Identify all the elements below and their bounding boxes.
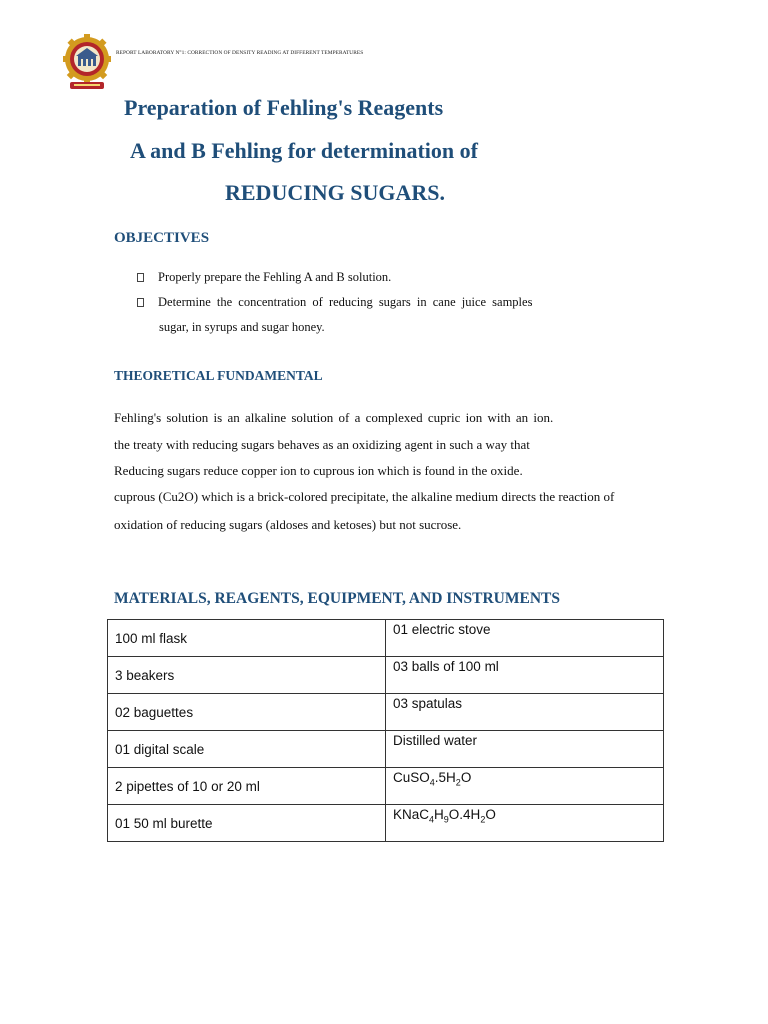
- table-cell: 03 spatulas: [386, 694, 664, 731]
- page-title-line-3: REDUCING SUGARS.: [225, 180, 446, 205]
- theory-line: Fehling's solution is an alkaline solution of a complexed cupric ion with an ion.: [114, 410, 554, 425]
- table-row: [108, 731, 664, 768]
- table-row: [108, 620, 664, 657]
- running-header: REPORT LABORATORY N°1: CORRECTION OF DENSITY READING AT DIFFERENT TEMPERATURES: [116, 50, 364, 56]
- table-cell-formula: $CuSO_4.5H_2O$: [386, 768, 664, 805]
- theory-line: oxidation of reducing sugars (aldoses and ketoses) but not sucrose.: [114, 517, 462, 532]
- table-row: [108, 657, 664, 694]
- table-cell: 01 digital scale: [108, 731, 386, 768]
- objective-item: [137, 295, 532, 310]
- table-row: [108, 805, 664, 842]
- table-cell: Distilled water: [386, 731, 664, 768]
- bullet-box-icon: [137, 298, 144, 307]
- objective-text: Determine the concentration of reducing sugars in cane juice samples: [158, 295, 533, 309]
- objectives-heading: OBJECTIVES: [114, 230, 210, 246]
- bullet-box-icon: [137, 273, 144, 282]
- table-cell: 2 pipettes of 10 or 20 ml: [108, 768, 386, 805]
- materials-table: [107, 619, 664, 842]
- page-title-line-2: A and B Fehling for determination of: [130, 138, 478, 163]
- theory-line: Reducing sugars reduce copper ion to cuprous ion which is found in the oxide.: [114, 463, 523, 478]
- table-row: [108, 694, 664, 731]
- table-cell: 01 electric stove: [386, 620, 664, 657]
- table-cell: 02 baguettes: [108, 694, 386, 731]
- table-cell: 3 beakers: [108, 657, 386, 694]
- materials-heading: MATERIALS, REAGENTS, EQUIPMENT, AND INSTRUMENTS: [114, 590, 560, 607]
- table-cell: 01 50 ml burette: [108, 805, 386, 842]
- university-seal-logo: [62, 32, 112, 92]
- objective-text-continuation: sugar, in syrups and sugar honey.: [159, 320, 325, 334]
- table-cell: 100 ml flask: [108, 620, 386, 657]
- objective-text: Properly prepare the Fehling A and B solution.: [158, 270, 392, 284]
- table-cell-formula: $KNaC_4H_9O.4H_2O$: [386, 805, 664, 842]
- theory-heading: THEORETICAL FUNDAMENTAL: [114, 368, 323, 383]
- theory-line: the treaty with reducing sugars behaves as an oxidizing agent in such a way that: [114, 437, 530, 452]
- objective-item: [137, 270, 391, 285]
- theory-line: cuprous (Cu2O) which is a brick-colored precipitate, the alkaline medium directs the reaction of: [114, 489, 615, 504]
- table-cell: 03 balls of 100 ml: [386, 657, 664, 694]
- page-title-line-1: Preparation of Fehling's Reagents: [124, 95, 444, 120]
- table-row: [108, 768, 664, 805]
